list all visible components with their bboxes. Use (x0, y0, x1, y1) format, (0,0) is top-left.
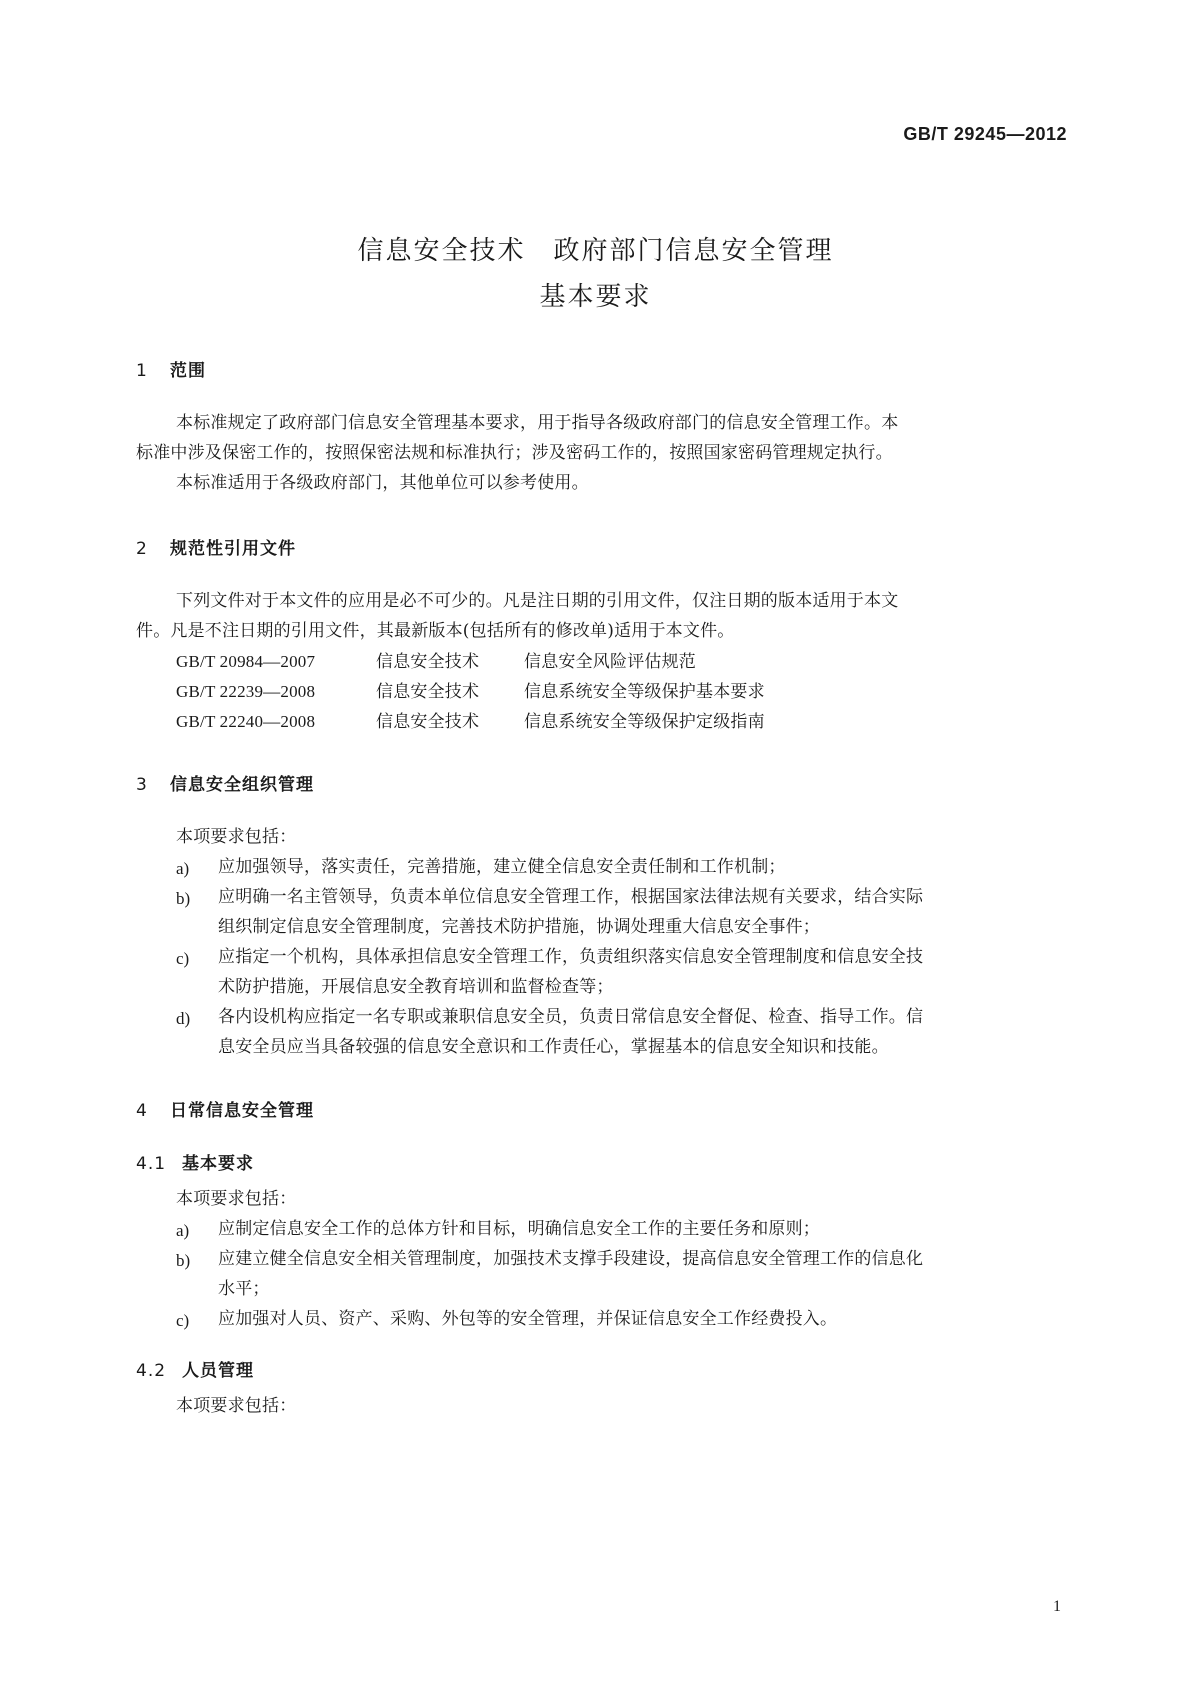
reference-entry (176, 713, 765, 731)
section-number: 1 (136, 361, 148, 381)
section-number: 3 (136, 775, 148, 795)
list-item-line: 组织制定信息安全管理制度，完善技术防护措施，协调处理重大信息安全事件； (218, 917, 820, 937)
section-number: 4.2 (136, 1361, 167, 1381)
list-item-line: 应加强领导，落实责任，完善措施，建立健全信息安全责任制和工作机制； (218, 857, 786, 877)
reference-title-part1: 信息安全技术 (376, 682, 480, 702)
section-1-heading (136, 356, 206, 381)
document-code: GB/T 29245—2012 (903, 124, 1067, 144)
document-title-line2: 基本要求 (539, 282, 652, 312)
list-intro: 本项要求包括： (176, 827, 297, 847)
section-title: 人员管理 (182, 1361, 254, 1381)
section-2-heading (136, 534, 296, 559)
list-intro: 本项要求包括： (176, 1396, 297, 1416)
reference-code: GB/T 20984—2007 (176, 652, 316, 671)
reference-entry (176, 683, 765, 701)
list-marker: c) (176, 1311, 190, 1330)
reference-title-part1: 信息安全技术 (376, 712, 480, 732)
section-title: 范围 (170, 361, 206, 381)
list-marker: a) (176, 1221, 190, 1240)
document-title-line1: 信息安全技术 政府部门信息安全管理 (357, 236, 834, 266)
reference-code: GB/T 22239—2008 (176, 682, 316, 701)
reference-entry (176, 653, 696, 671)
list-marker: b) (176, 1251, 191, 1270)
section-number: 4.1 (136, 1154, 167, 1174)
reference-code: GB/T 22240—2008 (176, 712, 316, 731)
section-title: 规范性引用文件 (170, 539, 296, 559)
list-item-line: 息安全员应当具备较强的信息安全意识和工作责任心，掌握基本的信息安全知识和技能。 (218, 1037, 889, 1057)
reference-title-part2: 信息系统安全等级保护定级指南 (524, 712, 765, 732)
section-number: 4 (136, 1101, 148, 1121)
section-title: 日常信息安全管理 (170, 1101, 314, 1121)
section-4-2-heading (136, 1356, 254, 1381)
section-title: 信息安全组织管理 (170, 775, 314, 795)
list-item-line: 各内设机构应指定一名专职或兼职信息安全员，负责日常信息安全督促、检查、指导工作。信 (218, 1007, 924, 1027)
list-marker: d) (176, 1009, 191, 1028)
list-item-line: 应建立健全信息安全相关管理制度，加强技术支撑手段建设，提高信息安全管理工作的信息化 (218, 1249, 924, 1269)
list-marker: b) (176, 889, 191, 908)
list-item-line: 应指定一个机构，具体承担信息安全管理工作，负责组织落实信息安全管理制度和信息安全技 (218, 947, 924, 967)
reference-title-part1: 信息安全技术 (376, 652, 480, 672)
list-intro: 本项要求包括： (176, 1189, 297, 1209)
paragraph-line: 标准中涉及保密工作的，按照保密法规和标准执行；涉及密码工作的，按照国家密码管理规定执行。 (136, 443, 893, 463)
list-item-line: 应制定信息安全工作的总体方针和目标，明确信息安全工作的主要任务和原则； (218, 1219, 820, 1239)
page-number: 1 (1053, 1598, 1061, 1615)
paragraph-line: 件。凡是不注日期的引用文件，其最新版本(包括所有的修改单)适用于本文件。 (136, 621, 735, 641)
paragraph-line: 本标准适用于各级政府部门，其他单位可以参考使用。 (176, 473, 589, 493)
section-3-heading (136, 770, 314, 795)
section-title: 基本要求 (182, 1154, 254, 1174)
list-marker: a) (176, 859, 190, 878)
section-4-1-heading (136, 1149, 254, 1174)
reference-title-part2: 信息系统安全等级保护基本要求 (524, 682, 765, 702)
section-number: 2 (136, 539, 148, 559)
paragraph-line: 下列文件对于本文件的应用是必不可少的。凡是注日期的引用文件，仅注日期的版本适用于本文 (176, 591, 899, 611)
reference-title-part2: 信息安全风险评估规范 (524, 652, 696, 672)
section-4-heading (136, 1096, 314, 1121)
paragraph-line: 本标准规定了政府部门信息安全管理基本要求，用于指导各级政府部门的信息安全管理工作。本 (176, 413, 899, 433)
list-item-line: 水平； (218, 1279, 270, 1299)
list-item-line: 应明确一名主管领导，负责本单位信息安全管理工作，根据国家法律法规有关要求，结合实际 (218, 887, 924, 907)
list-marker: c) (176, 949, 190, 968)
list-item-line: 应加强对人员、资产、采购、外包等的安全管理，并保证信息安全工作经费投入。 (218, 1309, 838, 1329)
list-item-line: 术防护措施，开展信息安全教育培训和监督检查等； (218, 977, 614, 997)
